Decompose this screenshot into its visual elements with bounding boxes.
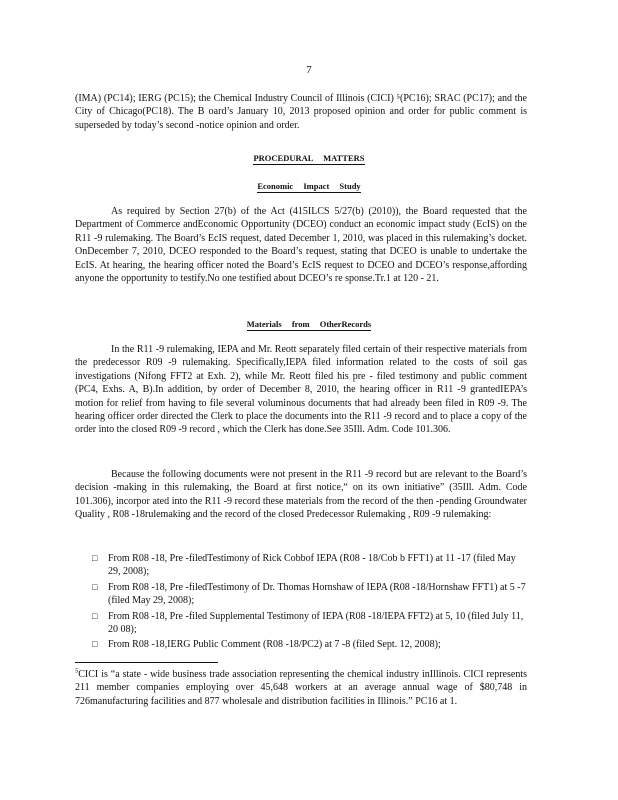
list-item-text: From R08 -18,IERG Public Comment (R08 -18/PC2) at 7 -8 (filed Sept. 12, 2008);	[108, 639, 441, 651]
procedural-matters-heading	[0, 152, 618, 165]
bullet-icon: □	[92, 553, 98, 563]
incorporation-paragraph: Because the following documents were not present in the R11 -9 record but are relevant to the Board’s decision -making in this rulemaking, the Board at first notice,“ on its own initiative” (35Ill. Adm. Code 101.306), incorpor ated into the R11 -9 record these materials from the record of the then -pending Groundwater Quality , R08 -18rulemaking and the record of the closed Predecessor Rulemaking , R09 -9 rulemaking:	[75, 469, 527, 521]
economic-impact-study-heading	[0, 180, 618, 193]
economic-impact-paragraph: As required by Section 27(b) of the Act (415ILCS 5/27(b) (2010)), the Board requested that the Department of Commerce andEconomic Opportunity (DCEO) conduct an economic impact study (EcIS) on the R11 -9 rulemaking. The Board’s EcIS request, dated December 1, 2010, was placed in this rulemaking’s docket. OnDecember 7, 2010, DCEO responded to the Board’s request, stating that DCEO is unable to undertake the EcIS. At hearing, the hearing officer noted the Board’s EcIS request to DCEO and DCEO’s response,affording anyone the opportunity to testify.No one testified about DCEO’s re sponse.Tr.1 at 120 - 21.	[75, 206, 527, 285]
list-item-text: From R08 -18, Pre -filedTestimony of Dr. Thomas Hornshaw of IEPA (R08 -18/Hornshaw FFT1) at 5 -7 (filed May 29, 2008);	[108, 581, 526, 607]
footnote-separator	[75, 662, 218, 663]
page-number: 7	[306, 64, 312, 76]
list-item-text: From R08 -18, Pre -filedTestimony of Rick Cobbof IEPA (R08 - 18/Cob b FFT1) at 11 -17 (filed May 29, 2008);	[108, 553, 516, 578]
footnote-marker: 5	[75, 667, 79, 675]
list-item-text: From R08 -18, Pre -filed Supplemental Testimony of IEPA (R08 -18/IEPA FFT2) at 5, 10 (filed July 11, 20 08);	[108, 610, 524, 636]
intro-paragraph: (IMA) (PC14); IERG (PC15); the Chemical Industry Council of Illinois (CICI) ⁵(PC16); SRAC (PC17); and the City of Chicago(PC18). The B oard’s January 10, 2013 proposed opinion and order for public comment is superseded by today’s second -notice opinion and order.	[75, 93, 527, 131]
materials-from-other-records-heading-text: Materials from OtherRecords	[246, 319, 372, 329]
bullet-icon: □	[92, 610, 98, 621]
materials-paragraph: In the R11 -9 rulemaking, IEPA and Mr. Reott separately filed certain of their respective materials from the predecessor R09 -9 rulemaking. Specifically,IEPA filed information related to the costs of soil gas investigations (Nifong FFT2 at Exh. 2), while Mr. Reott filed his pre - filed testimony and public comment (PC4, Exhs. A, B).In addition, by order of December 8, 2010, the hearing officer in R11 -9 grantedIEPA’s motion for relief from having to file several voluminous documents that had already been filed in R09 -9. The hearing officer order directed the Clerk to place the documents into the R11 -9 record and to place a copy of the order into the closed R09 -9 record , which the Clerk has done.See 35Ill. Adm. Code 101.306.	[75, 344, 527, 436]
bullet-icon: □	[92, 581, 98, 592]
incorporated-documents-list	[92, 552, 527, 654]
list-item	[92, 638, 527, 651]
procedural-matters-heading-text: PROCEDURAL MATTERS	[253, 153, 365, 163]
footnote	[75, 668, 527, 708]
list-item	[92, 581, 527, 608]
footnote-text: CICI is “a state - wide business trade association representing the chemical industry inIllinois. CICI represents 211 member companies employing over 45,648 workers at an average annual wage of $80,748 in 726manufacturing facilities and 877 wholesale and distribution facilities in Illinois.” PC16 at 1.	[75, 669, 527, 707]
list-item	[92, 610, 527, 637]
list-item	[92, 552, 527, 579]
economic-impact-study-heading-text: Economic Impact Study	[257, 181, 361, 191]
bullet-icon: □	[92, 639, 98, 650]
materials-from-other-records-heading	[0, 318, 618, 331]
